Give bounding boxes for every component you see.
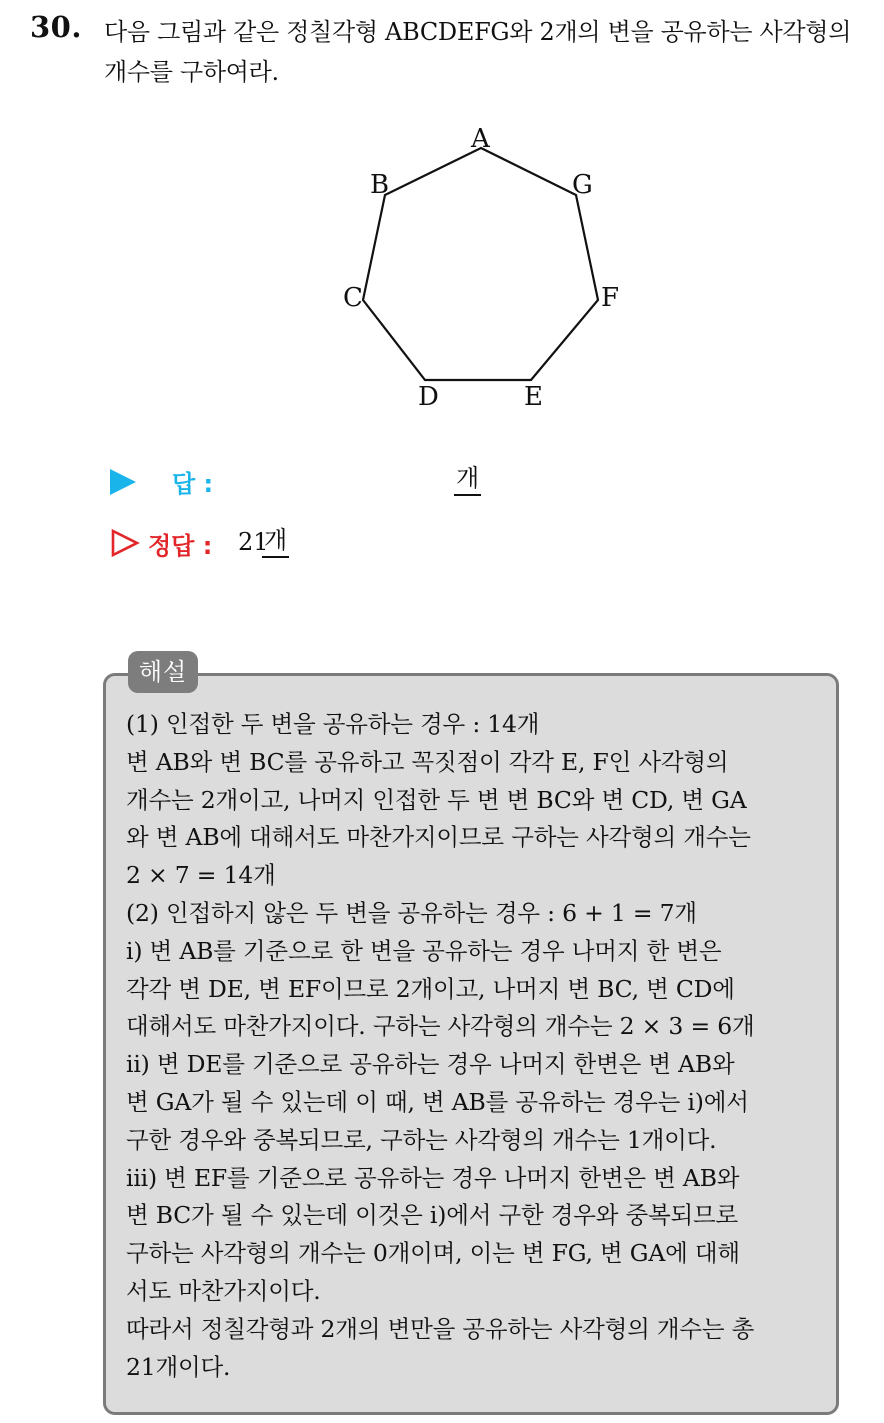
vertex-label-g: G (572, 170, 593, 200)
vertex-label-c: C (343, 283, 363, 313)
solution-line: 2 × 7 = 14개 (126, 861, 276, 890)
correct-answer-value: 21 (238, 528, 269, 556)
solution-line: i) 변 AB를 기준으로 한 변을 공유하는 경우 나머지 한 변은 (126, 936, 722, 965)
correct-answer-row (108, 524, 608, 564)
solution-tab: 해설 (128, 651, 198, 693)
outline-triangle-icon (110, 528, 140, 558)
vertex-label-a: A (471, 124, 490, 154)
solution-line: iii) 변 EF를 기준으로 공유하는 경우 나머지 한변은 변 AB와 (126, 1163, 740, 1192)
filled-triangle-icon (110, 469, 136, 495)
solution-line: 개수는 2개이고, 나머지 인접한 두 변 변 BC와 변 CD, 변 GA (126, 785, 747, 814)
solution-line: 와 변 AB에 대해서도 마찬가지이므로 구하는 사각형의 개수는 (126, 823, 751, 852)
solution-text (126, 706, 826, 1386)
solution-line: 21개이다. (126, 1352, 231, 1381)
solution-line: 변 AB와 변 BC를 공유하고 꼭짓점이 각각 E, F인 사각형의 (126, 747, 729, 776)
solution-line: ii) 변 DE를 기준으로 공유하는 경우 나머지 한변은 변 AB와 (126, 1050, 735, 1079)
heptagon-shape (363, 148, 598, 380)
vertex-label-d: D (418, 382, 439, 412)
question-text: 다음 그림과 같은 정칠각형 ABCDEFG와 2개의 변을 공유하는 사각형의 개수를 구하여라. (104, 18, 852, 86)
solution-line: 변 GA가 될 수 있는데 이 때, 변 AB를 공유하는 경우는 i)에서 (126, 1087, 749, 1116)
heptagon-figure (330, 118, 650, 418)
solution-line: 구하는 사각형의 개수는 0개이며, 이는 변 FG, 변 GA에 대해 (126, 1239, 740, 1268)
answer-row (108, 462, 608, 502)
solution-line: 구한 경우와 중복되므로, 구하는 사각형의 개수는 1개이다. (126, 1125, 717, 1154)
vertex-label-e: E (524, 382, 543, 412)
solution-line: 서도 마찬가지이다. (126, 1276, 321, 1305)
solution-line: 각각 변 DE, 변 EF이므로 2개이고, 나머지 변 BC, 변 CD에 (126, 974, 735, 1003)
answer-label: 답 : (172, 470, 214, 498)
heptagon-svg (330, 118, 650, 418)
correct-answer-label: 정답 : (148, 532, 213, 560)
vertex-label-f: F (601, 283, 620, 313)
answer-unit: 개 (454, 462, 481, 496)
solution-line: (2) 인접하지 않은 두 변을 공유하는 경우 : 6 + 1 = 7개 (126, 898, 697, 927)
solution-line: 변 BC가 될 수 있는데 이것은 i)에서 구한 경우와 중복되므로 (126, 1201, 739, 1230)
solution-line: 대해서도 마찬가지이다. 구하는 사각형의 개수는 2 × 3 = 6개 (126, 1012, 755, 1041)
question-number: 30. (30, 10, 82, 44)
vertex-label-b: B (370, 170, 390, 200)
correct-answer-unit: 개 (262, 524, 289, 558)
solution-line: (1) 인접한 두 변을 공유하는 경우 : 14개 (126, 710, 540, 738)
solution-line: 따라서 정칠각형과 2개의 변만을 공유하는 사각형의 개수는 총 (126, 1314, 755, 1343)
